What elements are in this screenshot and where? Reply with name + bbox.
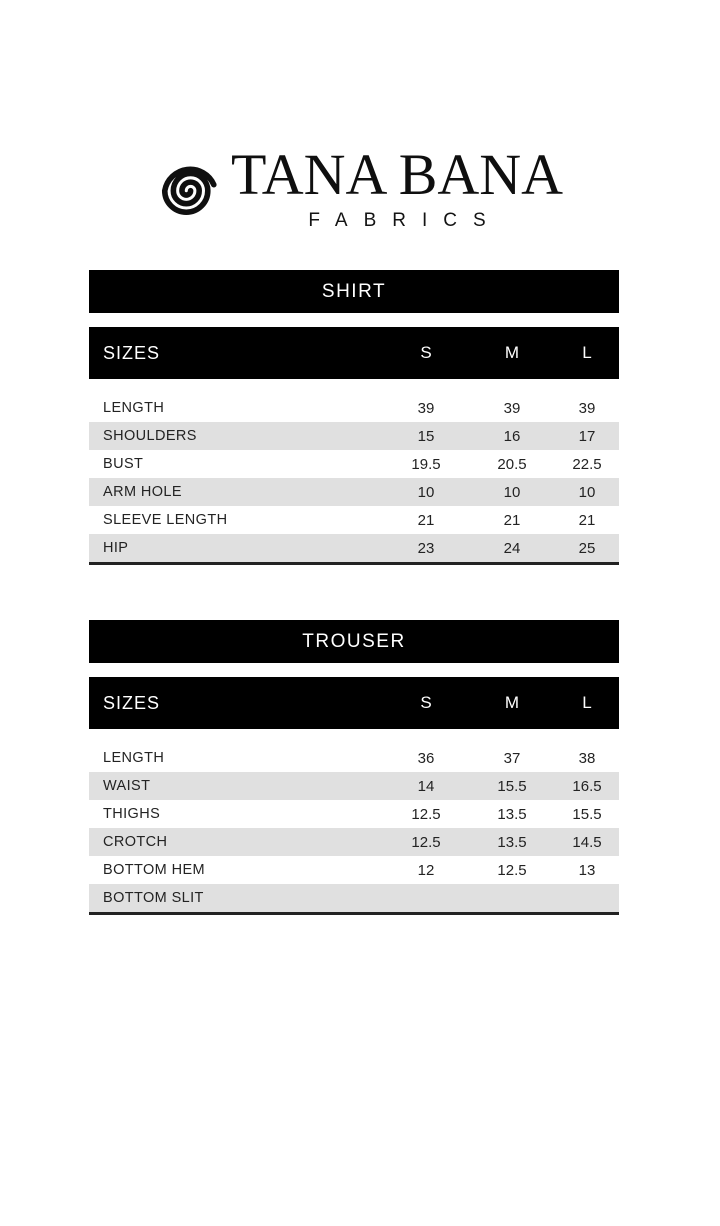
row-label: THIGHS: [103, 806, 161, 822]
row-label: SLEEVE LENGTH: [103, 512, 228, 528]
column-header-l: L: [582, 693, 592, 712]
column-header-s: S: [420, 693, 432, 712]
row-value: 10: [417, 483, 435, 501]
row-label: BUST: [103, 456, 144, 472]
shirt-table-rows: [89, 394, 619, 565]
row-value: 21: [417, 511, 435, 529]
table-title: TROUSER: [302, 630, 406, 652]
table-row: [89, 856, 619, 884]
column-header-l: L: [582, 343, 592, 362]
sizes-label: SIZES: [103, 692, 161, 713]
table-row: [89, 800, 619, 828]
row-value: 36: [417, 749, 435, 767]
column-header-s: S: [420, 343, 432, 362]
row-value: 21: [503, 511, 521, 529]
shirt-size-table: [89, 270, 619, 565]
row-value: 20.5: [497, 455, 527, 473]
shirt-sizes-header-row: [89, 327, 619, 379]
row-label: WAIST: [103, 778, 151, 794]
brand-subtitle: FABRICS: [308, 210, 502, 231]
row-value: 38: [578, 749, 596, 767]
tables-area: [89, 270, 619, 915]
table-title: SHIRT: [321, 280, 387, 302]
trouser-size-table: [89, 620, 619, 915]
brand-logo: [0, 142, 720, 232]
row-value: 22.5: [572, 455, 602, 473]
spiral-icon: [157, 158, 219, 220]
table-row: [89, 450, 619, 478]
row-value: 24: [503, 539, 521, 557]
row-value: 39: [417, 399, 435, 417]
row-value: 13.5: [497, 805, 527, 823]
column-header-m: M: [504, 343, 520, 362]
row-value: 13: [578, 861, 596, 879]
row-value: 13.5: [497, 833, 527, 851]
row-label: SHOULDERS: [103, 428, 197, 444]
trouser-title-bar: [89, 620, 619, 663]
row-value: 17: [578, 427, 596, 445]
sizes-label: SIZES: [103, 342, 161, 363]
row-value: 23: [417, 539, 435, 557]
row-value: 37: [503, 749, 521, 767]
row-value: 14: [417, 777, 435, 795]
table-row: [89, 394, 619, 422]
row-label: LENGTH: [103, 750, 165, 766]
row-value: 21: [578, 511, 596, 529]
table-row: [89, 422, 619, 450]
row-label: BOTTOM SLIT: [103, 890, 204, 906]
row-label: CROTCH: [103, 834, 168, 850]
table-row: [89, 884, 619, 912]
row-value: 12: [417, 861, 435, 879]
row-value: 12.5: [497, 861, 527, 879]
table-row: [89, 828, 619, 856]
shirt-title-bar: [89, 270, 619, 313]
brand-name: TANA BANA: [230, 142, 564, 207]
row-value: 16.5: [572, 777, 602, 795]
row-value: 39: [503, 399, 521, 417]
row-value: 15: [417, 427, 435, 445]
row-value: 15.5: [497, 777, 527, 795]
column-header-m: M: [504, 693, 520, 712]
table-row: [89, 534, 619, 562]
size-chart-page: [0, 142, 720, 1226]
row-value: 10: [503, 483, 521, 501]
row-label: ARM HOLE: [103, 484, 182, 500]
row-label: HIP: [103, 540, 129, 556]
row-value: 15.5: [572, 805, 602, 823]
row-value: 25: [578, 539, 596, 557]
table-row: [89, 772, 619, 800]
row-value: 10: [578, 483, 596, 501]
row-value: 39: [578, 399, 596, 417]
trouser-sizes-header-row: [89, 677, 619, 729]
trouser-table-rows: [89, 744, 619, 915]
table-row: [89, 478, 619, 506]
row-label: LENGTH: [103, 400, 165, 416]
row-value: 12.5: [411, 805, 441, 823]
row-value: 19.5: [411, 455, 441, 473]
row-value: 16: [503, 427, 521, 445]
table-row: [89, 506, 619, 534]
row-label: BOTTOM HEM: [103, 862, 206, 878]
row-value: 12.5: [411, 833, 441, 851]
row-value: 14.5: [572, 833, 602, 851]
brand-text: [230, 142, 564, 232]
table-row: [89, 744, 619, 772]
